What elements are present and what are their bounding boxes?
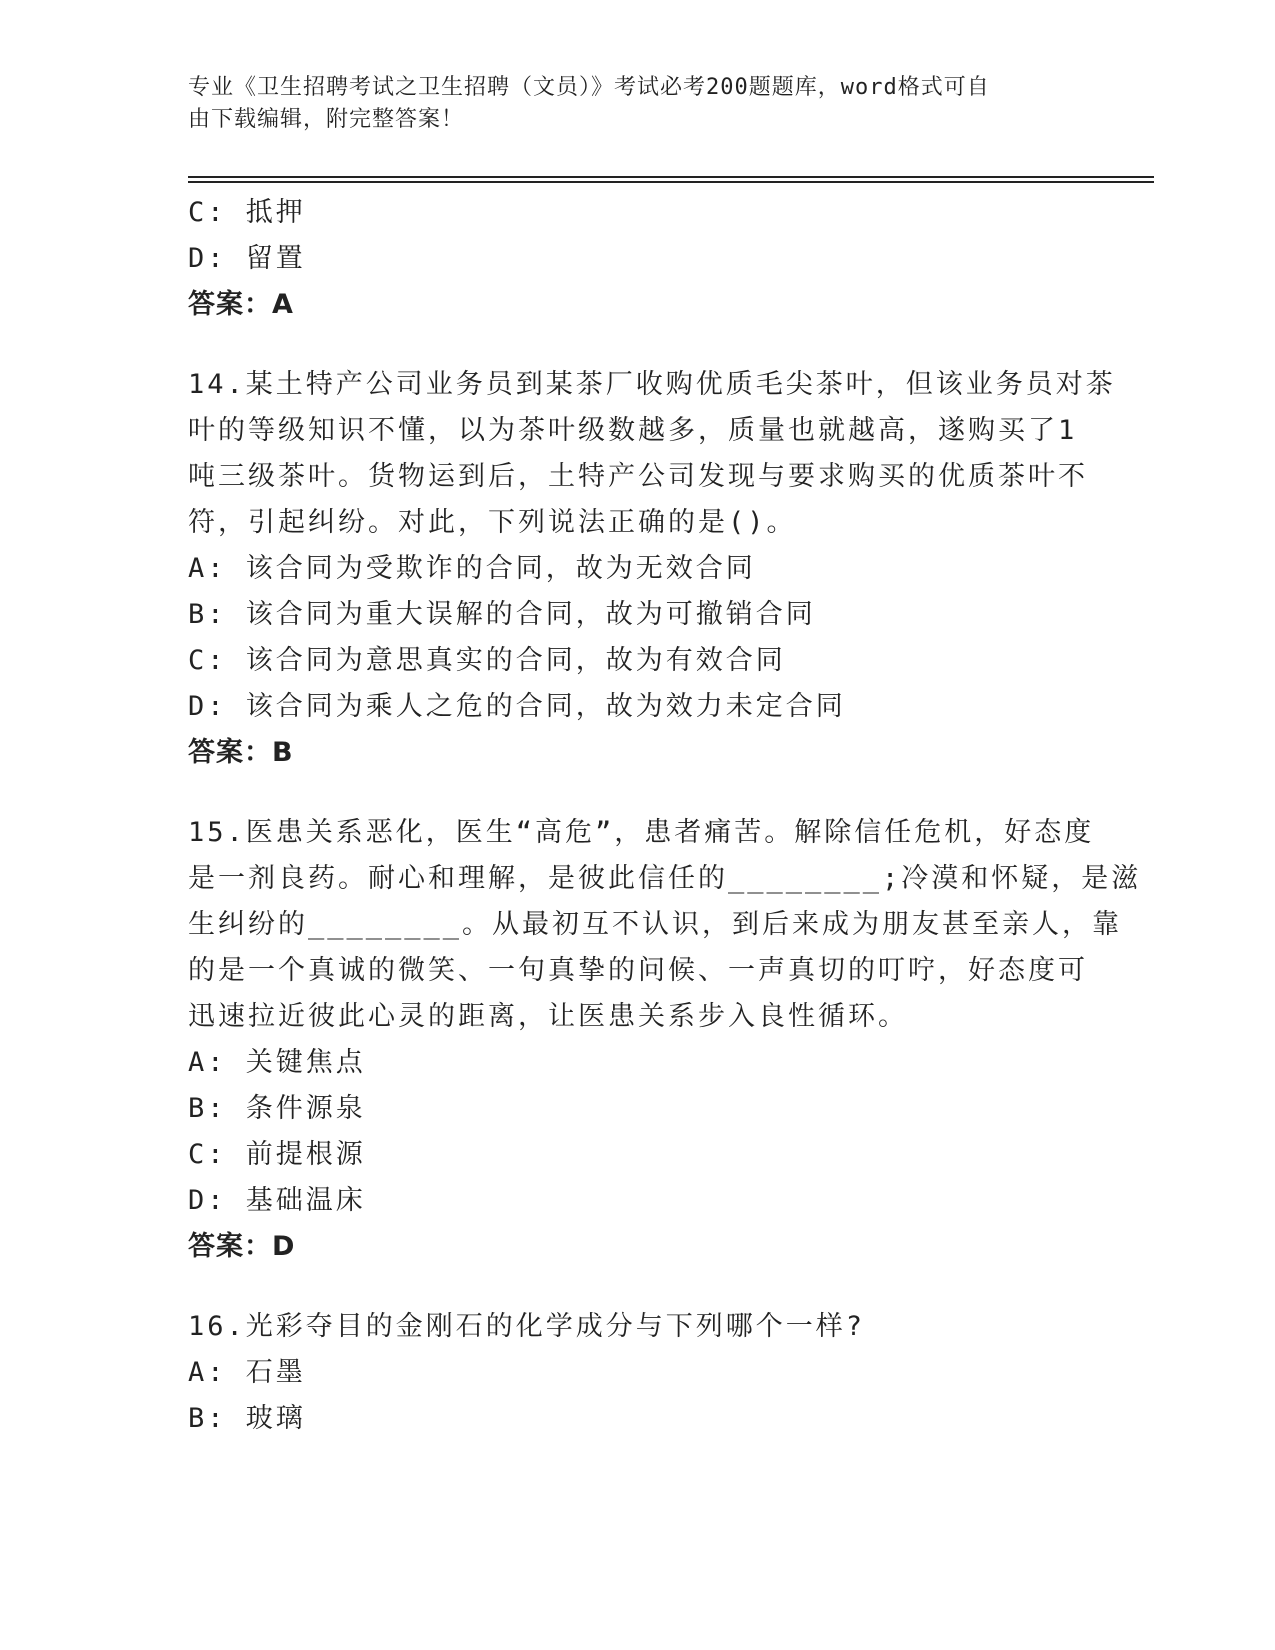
option-c: C: 抵押 (188, 197, 306, 228)
option-a: A: 石墨 (188, 1357, 306, 1388)
answer-line: 答案：A (188, 289, 294, 320)
option-d: D: 基础温床 (188, 1185, 366, 1216)
option-d: D: 该合同为乘人之危的合同，故为效力未定合同 (188, 691, 846, 722)
question-stem (188, 1304, 1078, 1350)
option-b: B: 条件源泉 (188, 1093, 366, 1124)
answer-line: 答案：D (188, 1231, 296, 1262)
header-divider-top (188, 176, 1154, 178)
document-body (188, 190, 1142, 1442)
header-divider-bottom (188, 181, 1154, 183)
question-16 (188, 1304, 1078, 1442)
option-a: A: 该合同为受欺诈的合同，故为无效合同 (188, 553, 756, 584)
stem-line: 16.光彩夺目的金刚石的化学成分与下列哪个一样? (188, 1311, 866, 1342)
question-14 (188, 362, 1116, 776)
answer-line: 答案：B (188, 737, 294, 768)
stem-line: 的是一个真诚的微笑、一句真挚的问候、一声真切的叮咛，好态度可 (188, 955, 1088, 986)
option-c: C: 该合同为意思真实的合同，故为有效合同 (188, 645, 786, 676)
stem-line: 吨三级茶叶。货物运到后，土特产公司发现与要求购买的优质茶叶不 (188, 461, 1088, 492)
header-line-1: 专业《卫生招聘考试之卫生招聘（文员）》考试必考200题题库，word格式可自 (188, 75, 990, 100)
header-line-2: 由下载编辑，附完整答案！ (188, 107, 465, 132)
question-13-tail (188, 190, 1078, 328)
stem-line: 是一剂良药。耐心和理解，是彼此信任的________;冷漠和怀疑，是滋 (188, 863, 1142, 894)
question-stem (188, 362, 1116, 546)
option-b: B: 该合同为重大误解的合同，故为可撤销合同 (188, 599, 816, 630)
option-c: C: 前提根源 (188, 1139, 366, 1170)
question-15 (188, 810, 1142, 1270)
document-header (188, 72, 1068, 136)
stem-line: 符，引起纠纷。对此，下列说法正确的是()。 (188, 507, 797, 538)
stem-line: 14.某土特产公司业务员到某茶厂收购优质毛尖茶叶，但该业务员对茶 (188, 369, 1116, 400)
stem-line: 15.医患关系恶化，医生“高危”，患者痛苦。解除信任危机，好态度 (188, 817, 1095, 848)
stem-line: 生纠纷的________。从最初互不认识，到后来成为朋友甚至亲人，靠 (188, 909, 1123, 940)
option-b: B: 玻璃 (188, 1403, 306, 1434)
stem-line: 迅速拉近彼此心灵的距离，让医患关系步入良性循环。 (188, 1001, 908, 1032)
option-d: D: 留置 (188, 243, 306, 274)
stem-line: 叶的等级知识不懂，以为茶叶级数越多，质量也就越高，遂购买了1 (188, 415, 1078, 446)
option-a: A: 关键焦点 (188, 1047, 366, 1078)
question-stem (188, 810, 1142, 1040)
